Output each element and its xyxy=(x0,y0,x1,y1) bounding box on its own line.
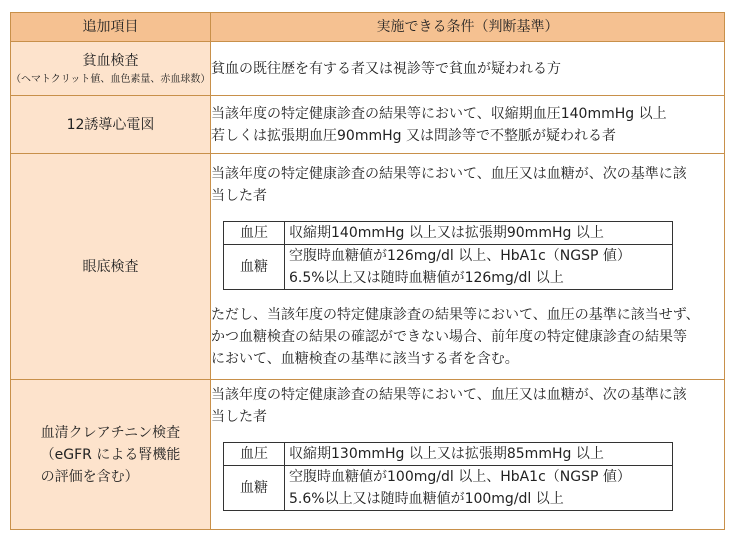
criteria-key: 血糖 xyxy=(224,245,285,290)
header-additional-item: 追加項目 xyxy=(11,13,211,42)
criteria-line: 6.5%以上又は随時血糖値が126mg/dl 以上 xyxy=(289,270,564,286)
criteria-row-glucose xyxy=(224,466,673,511)
criteria-value xyxy=(285,245,673,290)
criteria-value xyxy=(285,466,673,511)
row-ecg xyxy=(11,96,725,154)
exam-conditions-table xyxy=(10,12,725,530)
condition-cell-anemia xyxy=(211,42,725,96)
condition-line: 当該年度の特定健康診査の結果等において、収縮期血圧140mmHg 以上 xyxy=(211,105,667,122)
criteria-value xyxy=(285,222,673,245)
note-line: において、血糖検査の基準に該当する者を含む。 xyxy=(211,351,519,367)
criteria-line: 5.6%以上又は随時血糖値が100mg/dl 以上 xyxy=(289,491,564,507)
intro-line: 当該年度の特定健康診査の結果等において、血圧又は血糖が、次の基準に該 xyxy=(211,166,687,182)
criteria-table xyxy=(223,442,673,511)
intro-line: 当した者 xyxy=(211,409,267,425)
condition-cell-creatinine xyxy=(211,380,725,530)
item-label-line: （eGFR による腎機能 xyxy=(40,446,181,463)
note-line: ただし、当該年度の特定健康診査の結果等において、血圧の基準に該当せず、 xyxy=(211,307,700,323)
item-label-line: の評価を含む） xyxy=(40,468,139,485)
item-label: 眼底検査 xyxy=(82,258,139,275)
item-cell-ecg xyxy=(11,96,211,154)
criteria-line: 収縮期130mmHg 以上又は拡張期85mmHg 以上 xyxy=(289,446,604,462)
item-cell-creatinine xyxy=(11,380,211,530)
criteria-key: 血糖 xyxy=(224,466,285,511)
criteria-key: 血圧 xyxy=(224,222,285,245)
header-row xyxy=(11,13,725,42)
condition-line: 若しくは拡張期血圧90mmHg 又は問診等で不整脈が疑われる者 xyxy=(211,127,616,144)
criteria-row-glucose xyxy=(224,245,673,290)
row-serum-creatinine xyxy=(11,380,725,530)
item-label: 貧血検査 xyxy=(82,52,139,69)
condition-text: 貧血の既往歴を有する者又は視診等で貧血が疑われる方 xyxy=(211,60,561,77)
condition-cell-ecg xyxy=(211,96,725,154)
item-cell-anemia xyxy=(11,42,211,96)
note-line: かつ血糖検査の結果の確認ができない場合、前年度の特定健康診査の結果等 xyxy=(211,329,687,345)
criteria-table xyxy=(223,221,673,290)
intro-line: 当該年度の特定健康診査の結果等において、血圧又は血糖が、次の基準に該 xyxy=(211,387,687,403)
criteria-key: 血圧 xyxy=(224,443,285,466)
item-sublabel: （ヘマトクリット値、血色素量、赤血球数） xyxy=(11,73,211,85)
criteria-value xyxy=(285,443,673,466)
criteria-line: 空腹時血糖値が100mg/dl 以上、HbA1c（NGSP 値） xyxy=(289,469,631,485)
item-label: 12誘導心電図 xyxy=(66,116,155,133)
item-label-line: 血清クレアチニン検査 xyxy=(40,424,181,441)
row-anemia-test xyxy=(11,42,725,96)
header-conditions: 実施できる条件（判断基準） xyxy=(211,13,725,42)
condition-cell-fundus xyxy=(211,154,725,380)
criteria-line: 空腹時血糖値が126mg/dl 以上、HbA1c（NGSP 値） xyxy=(289,248,631,264)
criteria-row-bp xyxy=(224,222,673,245)
criteria-row-bp xyxy=(224,443,673,466)
intro-line: 当した者 xyxy=(211,188,267,204)
item-cell-fundus xyxy=(11,154,211,380)
criteria-line: 収縮期140mmHg 以上又は拡張期90mmHg 以上 xyxy=(289,225,604,241)
row-fundus-exam xyxy=(11,154,725,380)
